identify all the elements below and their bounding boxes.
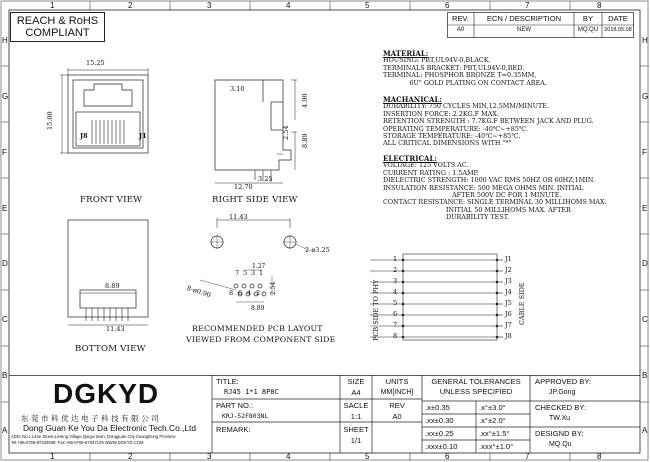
mechanical-line: DURABILITY: 750 CYCLES MIN,12.5MM/MINUTE. xyxy=(383,102,549,111)
schematic-pin-2: 2 xyxy=(393,266,398,274)
remark-label: REMARK: xyxy=(216,425,251,434)
company-logo: DGKYD xyxy=(53,378,160,409)
front-view-drawing xyxy=(40,60,160,195)
by-value: MQ.QU xyxy=(577,27,599,33)
dim-pcb-hole: 2-ø3.25 xyxy=(305,246,330,254)
electrical-line: CONTACT RESISTANCE: SINGLE TERMINAL 30 MILLIHOMS MAX. xyxy=(383,198,607,207)
checked-value: TW.Xu xyxy=(549,415,571,422)
ruler-top-4: 4 xyxy=(286,1,291,10)
dim-pcb-pin: 8-ø0.90 xyxy=(185,284,212,300)
compliance-box xyxy=(10,12,105,42)
designed-label: DESIGND BY: xyxy=(535,429,584,438)
bottom-view-label: BOTTOM VIEW xyxy=(75,344,146,354)
compliance-line-1: REACH & RoHS xyxy=(16,15,99,27)
notes-mechanical xyxy=(383,96,638,148)
dim-front-height: 15.00 xyxy=(46,111,54,130)
tolerance-label-2: UNLESS SPECIFIED xyxy=(439,387,513,396)
ruler-left-D: D xyxy=(2,259,8,268)
ruler-left-G: G xyxy=(2,92,9,101)
ruler-right-G: G xyxy=(642,92,649,101)
dim-pcb-254: 2.54 xyxy=(270,281,277,295)
tolerance-linear: .xx±0.30 xyxy=(425,416,454,425)
ecn-value: NEW xyxy=(517,27,531,33)
schematic-pin-4: 4 xyxy=(393,288,398,296)
ruler-right-B: B xyxy=(642,371,648,380)
bottom-view-drawing xyxy=(60,215,160,340)
scale-value: 1:1 xyxy=(350,412,362,421)
units-label: UNITS xyxy=(385,377,409,386)
pin-label-4: 4 xyxy=(247,289,252,297)
ruler-right-F: F xyxy=(642,148,647,157)
ruler-left-A: A xyxy=(2,426,8,435)
mechanical-line: STORAGE TEMPERATURE: -40℃~+85℃. xyxy=(383,132,521,141)
pin-label-5: 5 xyxy=(243,269,248,277)
electrical-line: AFTER 500V DC FOR 1 MINUTE. xyxy=(383,191,562,200)
mechanical-line: ALL CRITICAL DIMENSIONS WITH "*" xyxy=(383,139,512,148)
dim-pcb-127: 1.27 xyxy=(252,263,266,270)
dim-rs-top: 3.10 xyxy=(230,85,245,93)
tolerance-linear: .x±0.35 xyxy=(425,403,450,412)
ruler-left-H: H xyxy=(2,36,8,45)
part-no-value: KRJ-52F803NL xyxy=(222,412,269,420)
tolerance-linear: .xxx±0.10 xyxy=(425,442,458,451)
ruler-bottom-4: 4 xyxy=(286,452,291,461)
material-line: TERMINAL: PHOSPHOR BRONZE T=0.35MM, xyxy=(383,71,537,80)
ruler-right-E: E xyxy=(642,204,648,213)
rev-label: REV xyxy=(389,401,405,410)
compliance-line-2: COMPLIANT xyxy=(25,27,90,39)
front-view-label: FRONT VIEW xyxy=(80,195,143,205)
label-j1: J1 xyxy=(139,132,147,140)
sheet-label: SHEET xyxy=(343,425,369,434)
tolerance-angle: .x°±3.0° xyxy=(479,403,506,412)
by-header: BY xyxy=(582,14,594,23)
ruler-left-F: F xyxy=(2,148,7,157)
ruler-left-E: E xyxy=(2,204,8,213)
electrical-line: DIELECTRIC STRENGTH: 1000 VAC RMS 50HZ OR 60HZ,1MIN. xyxy=(383,176,595,185)
schematic-jack-5: J5 xyxy=(505,299,512,307)
material-line: HOUSING: PBT,UL94V-0,BLACK. xyxy=(383,56,491,65)
checked-label: CHECKED BY: xyxy=(535,403,587,412)
ruler-bottom-7: 7 xyxy=(525,452,530,461)
schematic-left-label: PCB SIDE TO PHY xyxy=(372,279,380,341)
revision-table xyxy=(447,12,634,38)
schematic-jack-7: J7 xyxy=(505,321,512,329)
part-no-label: PART NO.: xyxy=(216,401,254,410)
schematic-right-label: CABLE SIDE xyxy=(518,282,526,325)
pcb-layout-label-2: VIEWED FROM COMPONENT SIDE xyxy=(186,335,336,344)
pin-label-3: 3 xyxy=(251,269,256,277)
sheet-value: 1/1 xyxy=(350,436,362,445)
electrical-line: VOLTAGE: 125 VOLTS AC. xyxy=(383,161,469,170)
schematic-jack-8: J8 xyxy=(505,332,512,340)
tolerance-angle: .x°±2.0° xyxy=(479,416,506,425)
tolerance-angle: .xxx°±1.0° xyxy=(479,442,514,451)
schematic-pin-1: 1 xyxy=(393,255,398,263)
pin-label-6: 6 xyxy=(238,289,243,297)
ruler-top-2: 2 xyxy=(128,1,133,10)
units-value: MM[INCH] xyxy=(380,389,414,396)
notes-material xyxy=(383,50,638,87)
electrical-line: INITIAL 50 MILLIHOMS MAX. AFTER xyxy=(383,205,571,214)
ruler-right-A: A xyxy=(642,426,648,435)
schematic-jack-6: J6 xyxy=(505,310,512,318)
material-line: 6U" GOLD PLATING ON CONTACT AREA. xyxy=(383,78,547,87)
company-name-en: Dong Guan Ke You Da Electronic Tech.Co.,Ltd xyxy=(23,423,197,433)
pin-label-7: 7 xyxy=(235,269,240,277)
ruler-top-3: 3 xyxy=(207,1,212,10)
dim-rs-small: 3.25 xyxy=(258,175,273,183)
electrical-line: DURABILITY TEST. xyxy=(383,213,510,222)
ecn-header: ECN / DESCRIPTION xyxy=(486,14,562,23)
electrical-line: INSULATION RESISTANCE: 500 MEGA OHMS MIN. INITIAL xyxy=(383,183,584,192)
dim-bv-pitch: 8.89 xyxy=(105,282,120,290)
rev-value: A0 xyxy=(456,27,465,33)
approved-label: APPROVED BY: xyxy=(535,377,592,386)
right-side-view-label: RIGHT SIDE VIEW xyxy=(212,195,298,205)
electrical-line: CURRENT RATING : 1.5AMP. xyxy=(383,168,479,177)
schematic-jack-2: J2 xyxy=(505,266,512,274)
material-line: TERMINALS BRACKET: PBT,UL94V-0,RED. xyxy=(383,63,525,72)
schematic-jack-3: J3 xyxy=(505,277,512,285)
ruler-top-6: 6 xyxy=(445,1,450,10)
rev-value-tb: A0 xyxy=(392,412,402,421)
dim-rs-mid: 2.54 xyxy=(282,125,290,140)
title-value: RJ45 1*1 8P8C xyxy=(224,388,279,396)
ruler-bottom-8: 8 xyxy=(597,452,602,461)
tolerance-label: GENERAL TOLERANCES xyxy=(431,377,521,386)
mechanical-title: MACHANICAL: xyxy=(383,95,442,104)
ruler-bottom-5: 5 xyxy=(365,452,370,461)
mechanical-line: INSERTION FORCE: 2.2KG.F MAX. xyxy=(383,109,499,118)
ruler-top-7: 7 xyxy=(525,1,530,10)
dim-bv-width: 11.43 xyxy=(106,325,125,333)
ruler-top-1: 1 xyxy=(50,1,55,10)
mechanical-line: OPERATING TEMPERATURE: -40℃~+85℃. xyxy=(383,124,529,133)
electrical-title: ELECTRICAL: xyxy=(383,154,437,163)
mechanical-line: RETENTION STRENGTH : 7.7KG.F BETWEEN JACK AND PLUG. xyxy=(383,117,594,126)
approved-value: JP.Gong xyxy=(549,389,576,396)
schematic-pin-3: 3 xyxy=(393,277,398,285)
dim-rs-width: 12.70 xyxy=(234,183,253,191)
dim-rs-low: 8.89 xyxy=(301,133,309,148)
pcb-layout-label-1: RECOMMENDED PCB LAYOUT xyxy=(192,324,323,333)
ruler-top-8: 8 xyxy=(597,1,602,10)
dim-pcb-889: 8.89 xyxy=(251,305,265,312)
rev-header: REV. xyxy=(451,14,470,23)
designed-value: MQ.Qu xyxy=(549,441,572,448)
ruler-right-C: C xyxy=(642,315,648,324)
size-value: A4 xyxy=(351,388,361,397)
ruler-right-D: D xyxy=(642,259,648,268)
company-address: ADD.:No.1 Lime Street,LiHeng Village,Qingxi town, Dongguan City,GuangDong Province xyxy=(11,434,176,439)
ruler-top-5: 5 xyxy=(365,1,370,10)
pin-label-2: 2 xyxy=(256,289,261,297)
title-label: TITLE: xyxy=(216,377,239,386)
ruler-left-B: B xyxy=(2,371,8,380)
pin-label-8: 8 xyxy=(229,289,234,297)
dim-pcb-width: 11.43 xyxy=(229,213,248,221)
schematic-jack-1: J1 xyxy=(505,255,512,263)
pin-label-1: 1 xyxy=(259,269,264,277)
dim-front-width: 15.25 xyxy=(86,59,105,67)
ruler-bottom-2: 2 xyxy=(128,452,133,461)
ruler-bottom-3: 3 xyxy=(207,452,212,461)
schematic-jack-4: J4 xyxy=(505,288,512,296)
dim-rs-h: 4.90 xyxy=(301,93,309,108)
schematic-pin-6: 6 xyxy=(393,310,398,318)
company-tel: Tel:+86-0769-87334508; Fax:+86-0769-87047139 WWW.DGKYD.COM xyxy=(11,440,144,445)
schematic-pin-7: 7 xyxy=(393,321,398,329)
tolerance-linear: .xx±0.25 xyxy=(425,429,454,438)
schematic-pin-5: 5 xyxy=(393,299,398,307)
tolerance-angle: .xx°±1.5° xyxy=(479,429,510,438)
title-block xyxy=(9,375,640,453)
ruler-right-H: H xyxy=(642,36,648,45)
label-j8: J8 xyxy=(80,132,88,140)
notes-electrical xyxy=(383,155,638,222)
scale-label: SACLE xyxy=(343,401,369,410)
schematic-pin-8: 8 xyxy=(393,332,398,340)
size-label: SIZE xyxy=(347,377,365,386)
ruler-bottom-6: 6 xyxy=(445,452,450,461)
ruler-bottom-1: 1 xyxy=(50,452,55,461)
date-value: 2018.05.08 xyxy=(604,27,632,33)
ruler-left-C: C xyxy=(2,315,8,324)
company-name-cn: 东 莞 市 科 优 达 电 子 科 技 有 限 公 司 xyxy=(21,414,159,423)
date-header: DATE xyxy=(608,14,628,23)
material-title: MATERIAL: xyxy=(383,49,429,58)
